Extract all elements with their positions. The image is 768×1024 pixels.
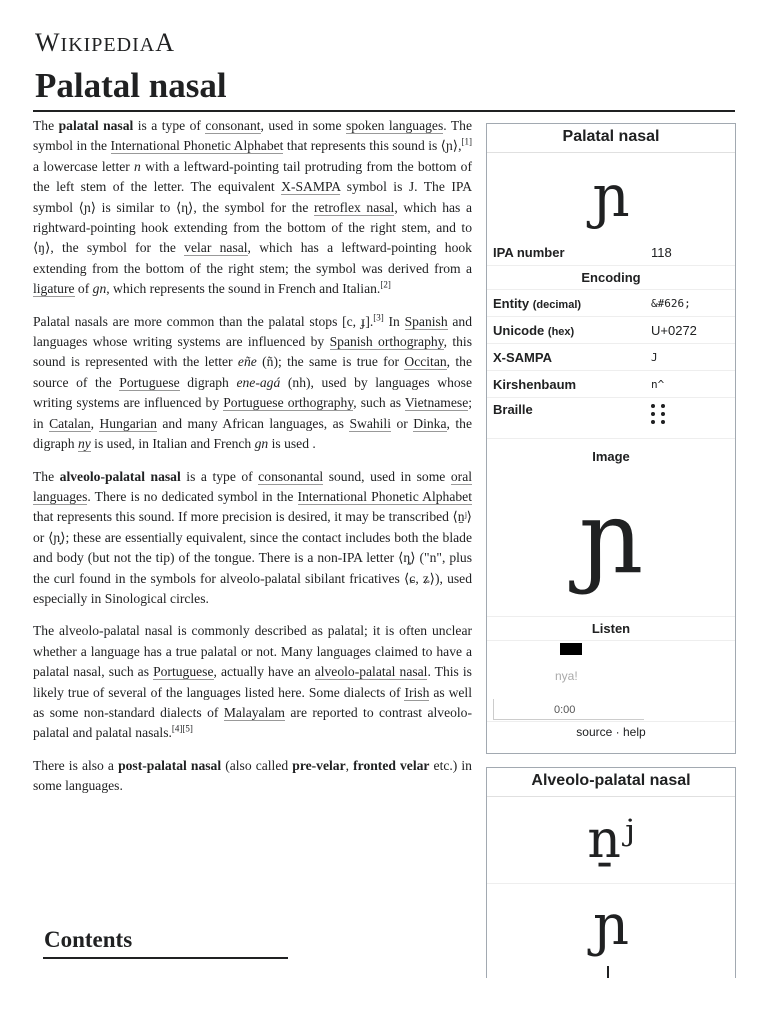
link-spoken-languages[interactable]: spoken languages	[345, 118, 444, 133]
link-consonant[interactable]: consonant	[205, 118, 261, 133]
citation-1[interactable]: [1]	[461, 136, 472, 147]
audio-waveform-marker	[560, 643, 582, 655]
audio-source-help: source · help	[576, 725, 646, 739]
page-title: Palatal nasal	[35, 66, 227, 105]
link-occitan[interactable]: Occitan	[404, 354, 447, 370]
link-dinka[interactable]: Dinka	[413, 415, 447, 431]
braille-row: Braille	[487, 398, 735, 439]
link-malayalam[interactable]: Malayalam	[223, 704, 285, 720]
unicode-row: Unicode (hex) U+0272	[487, 317, 735, 344]
next-symbol-fragment	[607, 966, 609, 978]
infobox-title: Palatal nasal	[487, 124, 735, 153]
braille-pattern	[651, 404, 665, 424]
link-catalan[interactable]: Catalan	[49, 415, 91, 431]
image-symbol: ɲ	[487, 468, 735, 617]
link-portuguese-2[interactable]: Portuguese	[153, 664, 214, 680]
contents-heading: Contents	[44, 927, 133, 952]
paragraph-post-palatal: There is also a post-palatal nasal (also called pre-velar, fronted velar etc.) in some languages.	[33, 757, 472, 794]
article-body	[33, 116, 472, 809]
link-portuguese-orthography[interactable]: Portuguese orthography	[223, 395, 354, 411]
audio-time: 0:00	[554, 704, 576, 716]
title-divider	[33, 110, 735, 112]
listen-heading: Listen	[487, 617, 735, 641]
citation-2[interactable]: [2]	[380, 279, 391, 290]
audio-player[interactable]	[487, 641, 735, 722]
link-hungarian[interactable]: Hungarian	[99, 415, 157, 431]
citation-4-5[interactable]: [4][5]	[171, 723, 193, 734]
link-irish[interactable]: Irish	[404, 684, 430, 700]
link-ipa-2[interactable]: International Phonetic Alphabet	[297, 488, 472, 504]
link-ipa[interactable]: International Phonetic Alphabet	[110, 138, 284, 154]
link-ligature[interactable]: ligature	[33, 281, 75, 297]
source-link[interactable]: source	[576, 725, 613, 739]
paragraph-palatal-nasals: Palatal nasals are more common than the palatal stops [c, ɟ].[3] In Spanish and languages whose writing systems are influenced by Spanish orthography, this sound is represented with the letter eñe (ñ); the same is true for Occitan, the source of the Portuguese digraph ene-agá (nh), used by languages whose writing systems are influenced by Portuguese orthography, such as Vietnamese; in Catalan, Hungarian and many African languages, as Swahili or Dinka, the digraph ny is used, in Italian and French gn is used .	[33, 312, 473, 452]
image-heading: Image	[592, 449, 630, 464]
paragraph-alveolo-palatal: The alveolo-palatal nasal is a type of consonantal sound, used in some oral languages. There is no dedicated symbol in the International Phonetic Alphabet that represents this sound. If more precision is desired, it may be transcribed ⟨n̠ʲ⟩ or ⟨ɲ̟⟩; these are essentially equivalent, since the contact includes both the blade and body (but not the tip) of the tongue. There is a non-IPA letter ⟨ȵ⟩ ("n", plus the curl found in the symbols for alveolo-palatal sibilant fricatives ⟨ɕ, ʑ⟩), used especially in Sinological circles.	[33, 468, 473, 606]
link-retroflex-nasal[interactable]: retroflex nasal	[313, 199, 395, 215]
logo-letter: W	[35, 28, 61, 57]
link-alveolo-palatal-nasal[interactable]: alveolo-palatal nasal	[314, 664, 428, 680]
alveolo-palatal-symbol-alt: ɲ	[592, 893, 630, 958]
citation-3[interactable]: [3]	[373, 312, 384, 323]
wikipedia-logo[interactable]	[35, 28, 175, 58]
link-swahili[interactable]: Swahili	[349, 415, 391, 431]
audio-caption: nya!	[555, 669, 578, 683]
link-vietnamese[interactable]: Vietnamese	[404, 395, 469, 411]
link-portuguese[interactable]: Portuguese	[119, 374, 180, 390]
link-x-sampa[interactable]: X-SAMPA	[281, 179, 341, 195]
paragraph-intro: The palatal nasal is a type of consonant, used in some spoken languages. The symbol in the International Phonetic Alphabet that represents this sound is ⟨ɲ⟩,[1] a lowercase letter n with a leftward-pointing tail protruding from the bottom of the left stem of the letter. The equivalent X-SAMPA symbol is J. The IPA symbol ⟨ɲ⟩ is similar to ⟨ɳ⟩, the symbol for the retroflex nasal, which has a rightward-pointing hook extending from the bottom of the right stem, and to ⟨ŋ⟩, the symbol for the velar nasal, which has a leftward-pointing hook extending from the bottom of the right stem; the symbol was derived from a ligature of gn, which represents the sound in French and Italian.[2]	[33, 118, 473, 297]
ipa-number-row: IPA number 118	[487, 239, 735, 266]
link-spanish-orthography[interactable]: Spanish orthography	[329, 334, 444, 350]
help-link[interactable]: help	[623, 725, 646, 739]
logo-text: IKIPEDIA	[60, 34, 156, 56]
link-consonantal[interactable]: consonantal	[258, 468, 324, 484]
infobox-palatal-nasal	[486, 123, 736, 754]
contents-divider	[43, 957, 288, 959]
logo-letter-end: A	[155, 28, 175, 57]
infobox2-title: Alveolo-palatal nasal	[487, 768, 735, 797]
entity-row: Entity (decimal) &#626;	[487, 290, 735, 317]
paragraph-description: The alveolo-palatal nasal is commonly described as palatal; it is often unclear whether a language has a true palatal or not. Many languages claimed to have a palatal nasal, such as Portuguese, actually have an alveolo-palatal nasal. This is likely true of several of the languages listed here. Some dialects of Irish as well as some non-standard dialects of Malayalam are reported to contrast alveolo-palatal and palatal nasals.[4][5]	[33, 623, 472, 741]
encoding-heading: Encoding	[487, 266, 735, 290]
alveolo-palatal-symbol: n̠ʲ	[487, 797, 735, 884]
kirshenbaum-row: Kirshenbaum n^	[487, 371, 735, 398]
link-velar-nasal[interactable]: velar nasal	[184, 240, 248, 256]
ipa-symbol: ɲ	[592, 162, 630, 230]
infobox-alveolo-palatal-nasal	[486, 767, 736, 978]
link-oral-languages[interactable]: oral languages	[33, 468, 473, 504]
link-spanish[interactable]: Spanish	[404, 313, 448, 329]
x-sampa-row: X-SAMPA J	[487, 344, 735, 371]
